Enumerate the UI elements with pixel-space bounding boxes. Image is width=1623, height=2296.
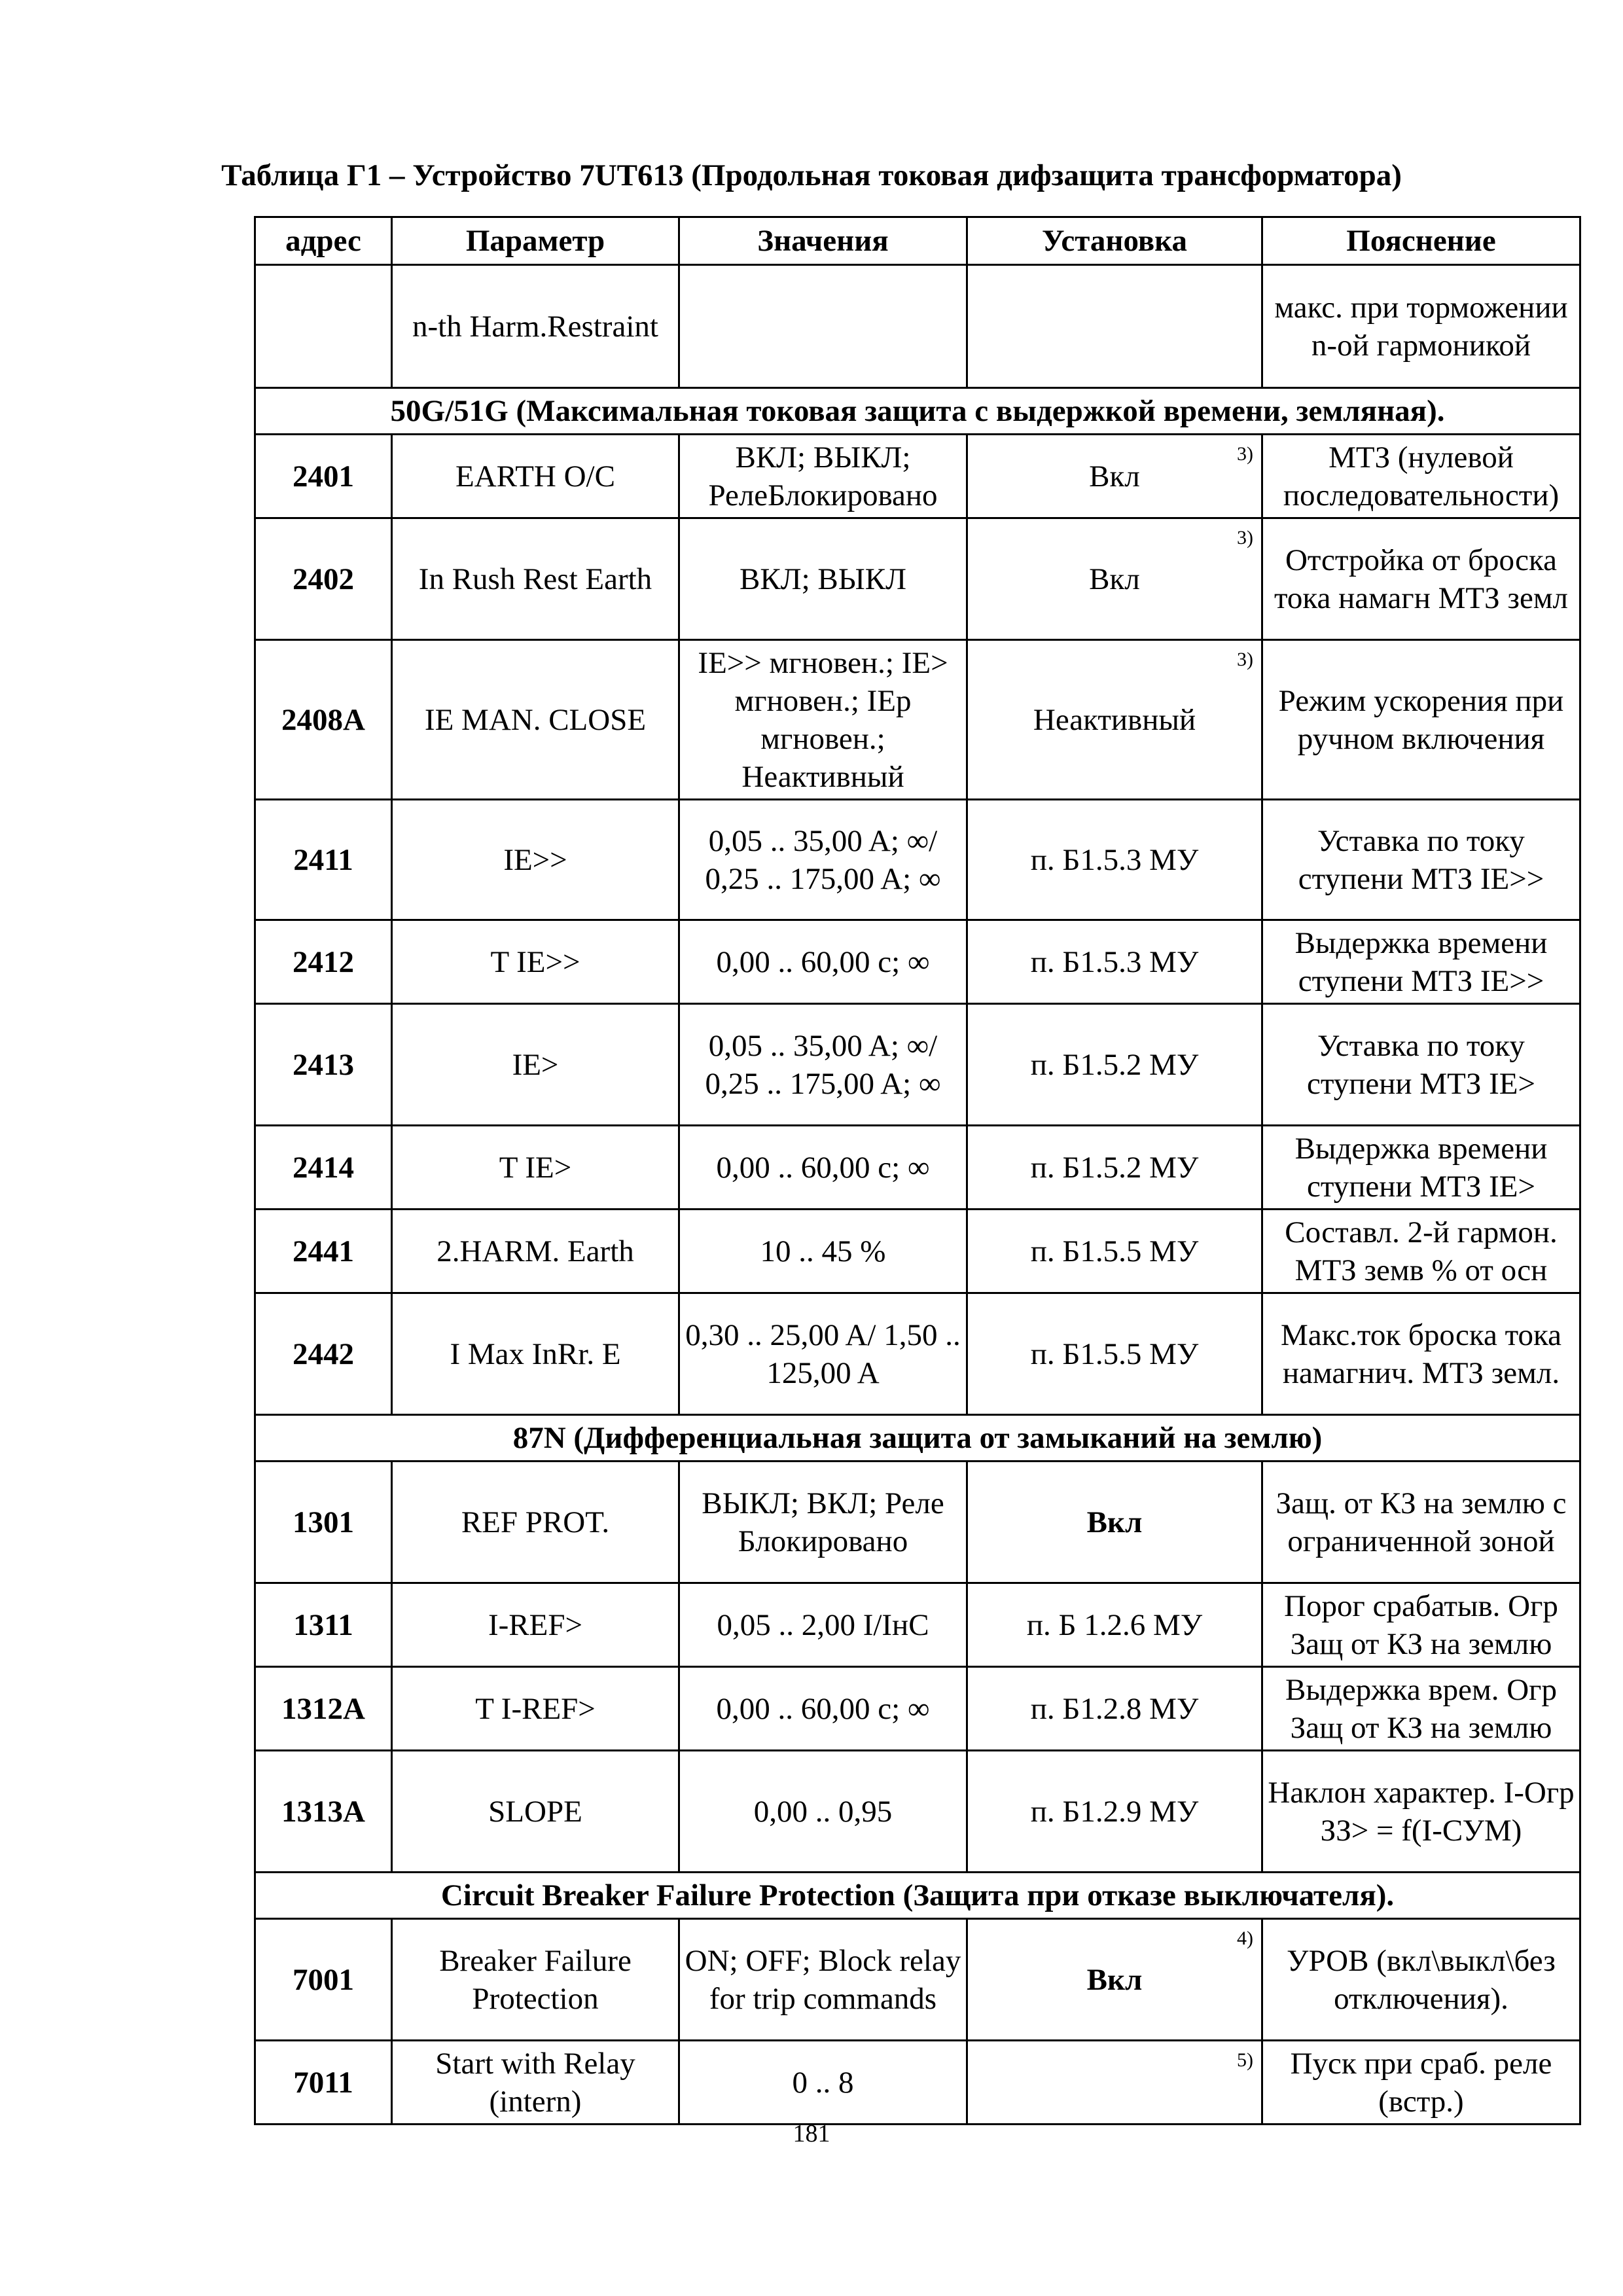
header-address: адрес bbox=[255, 217, 392, 265]
setting-cell bbox=[967, 435, 1262, 518]
explanation-cell: Уставка по току ступени МТЗ IE> bbox=[1262, 1004, 1580, 1126]
footnote-marker: 4) bbox=[1237, 1928, 1253, 1949]
values-cell: 0,05 .. 35,00 A; ∞/ 0,25 .. 175,00 A; ∞ bbox=[679, 1004, 967, 1126]
address-cell: 2442 bbox=[255, 1293, 392, 1415]
section-row bbox=[255, 388, 1580, 435]
table-row bbox=[255, 265, 1580, 388]
table-row bbox=[255, 800, 1580, 920]
setting-cell: п. Б1.5.2 МУ bbox=[967, 1004, 1262, 1126]
values-cell: ВКЛ; ВЫКЛ; РелеБлокировано bbox=[679, 435, 967, 518]
setting-cell: Вкл bbox=[967, 1462, 1262, 1583]
explanation-cell: МТЗ (нулевой последовательности) bbox=[1262, 435, 1580, 518]
section-row bbox=[255, 1415, 1580, 1462]
table-row bbox=[255, 640, 1580, 800]
parameter-cell: T I-REF> bbox=[392, 1667, 679, 1751]
footnote-marker: 5) bbox=[1237, 2049, 1253, 2071]
settings-table bbox=[254, 216, 1581, 2125]
header-values: Значения bbox=[679, 217, 967, 265]
setting-cell: п. Б1.2.9 МУ bbox=[967, 1751, 1262, 1873]
explanation-cell: Макс.ток броска тока намагнич. МТЗ земл. bbox=[1262, 1293, 1580, 1415]
values-cell: 0,30 .. 25,00 A/ 1,50 .. 125,00 A bbox=[679, 1293, 967, 1415]
table-header-row bbox=[255, 217, 1580, 265]
parameter-cell: I Max InRr. E bbox=[392, 1293, 679, 1415]
parameter-cell: n-th Harm.Restraint bbox=[392, 265, 679, 388]
address-cell: 2408A bbox=[255, 640, 392, 800]
footnote-marker: 3) bbox=[1237, 527, 1253, 548]
table-row bbox=[255, 1751, 1580, 1873]
address-cell: 7011 bbox=[255, 2041, 392, 2125]
section-row bbox=[255, 1873, 1580, 1919]
table-row bbox=[255, 1667, 1580, 1751]
table-row bbox=[255, 435, 1580, 518]
setting-cell: п. Б1.2.8 МУ bbox=[967, 1667, 1262, 1751]
explanation-cell: Выдержка времени ступени МТЗ IE> bbox=[1262, 1126, 1580, 1210]
parameter-cell: IE>> bbox=[392, 800, 679, 920]
header-setting: Установка bbox=[967, 217, 1262, 265]
parameter-cell: T IE> bbox=[392, 1126, 679, 1210]
values-cell: 0,00 .. 60,00 с; ∞ bbox=[679, 1667, 967, 1751]
explanation-cell: Пуск при сраб. реле (встр.) bbox=[1262, 2041, 1580, 2125]
setting-cell: п. Б1.5.5 МУ bbox=[967, 1210, 1262, 1293]
explanation-cell: УРОВ (вкл\выкл\без отключения). bbox=[1262, 1919, 1580, 2041]
table-row bbox=[255, 1004, 1580, 1126]
address-cell: 1312A bbox=[255, 1667, 392, 1751]
setting-cell bbox=[967, 518, 1262, 640]
parameter-cell: In Rush Rest Earth bbox=[392, 518, 679, 640]
values-cell: 0,00 .. 60,00 с; ∞ bbox=[679, 1126, 967, 1210]
values-cell bbox=[679, 265, 967, 388]
address-cell: 2414 bbox=[255, 1126, 392, 1210]
parameter-cell: I-REF> bbox=[392, 1583, 679, 1667]
setting-cell: п. Б1.5.3 МУ bbox=[967, 920, 1262, 1004]
setting-cell bbox=[967, 1919, 1262, 2041]
values-cell: 0,00 .. 60,00 с; ∞ bbox=[679, 920, 967, 1004]
explanation-cell: Уставка по току ступени МТЗ IE>> bbox=[1262, 800, 1580, 920]
setting-value: Вкл bbox=[1089, 459, 1140, 493]
explanation-cell: Составл. 2-й гармон. МТЗ земв % от осн bbox=[1262, 1210, 1580, 1293]
values-cell: ON; OFF; Block relay for trip commands bbox=[679, 1919, 967, 2041]
address-cell: 2441 bbox=[255, 1210, 392, 1293]
parameter-cell: REF PROT. bbox=[392, 1462, 679, 1583]
section-heading: Circuit Breaker Failure Protection (Защита при отказе выключателя). bbox=[255, 1873, 1580, 1919]
values-cell: ВКЛ; ВЫКЛ bbox=[679, 518, 967, 640]
address-cell: 2402 bbox=[255, 518, 392, 640]
address-cell: 2413 bbox=[255, 1004, 392, 1126]
table-row bbox=[255, 1462, 1580, 1583]
values-cell: 0,05 .. 35,00 A; ∞/ 0,25 .. 175,00 A; ∞ bbox=[679, 800, 967, 920]
setting-cell bbox=[967, 265, 1262, 388]
parameter-cell: IE MAN. CLOSE bbox=[392, 640, 679, 800]
footnote-marker: 3) bbox=[1237, 649, 1253, 670]
section-heading: 87N (Дифференциальная защита от замыканий на землю) bbox=[255, 1415, 1580, 1462]
explanation-cell: Наклон характер. I-Огр ЗЗ> = f(I-СУМ) bbox=[1262, 1751, 1580, 1873]
page-number: 181 bbox=[793, 2120, 830, 2147]
setting-cell bbox=[967, 2041, 1262, 2125]
values-cell: ВЫКЛ; ВКЛ; Реле Блокировано bbox=[679, 1462, 967, 1583]
setting-value: Вкл bbox=[1089, 562, 1140, 596]
explanation-cell: Режим ускорения при ручном включения bbox=[1262, 640, 1580, 800]
table-row bbox=[255, 1293, 1580, 1415]
setting-cell: п. Б1.5.3 МУ bbox=[967, 800, 1262, 920]
section-heading: 50G/51G (Максимальная токовая защита с выдержкой времени, земляная). bbox=[255, 388, 1580, 435]
explanation-cell: Порог срабатыв. Огр Защ от КЗ на землю bbox=[1262, 1583, 1580, 1667]
parameter-cell: T IE>> bbox=[392, 920, 679, 1004]
values-cell: 0,00 .. 0,95 bbox=[679, 1751, 967, 1873]
parameter-cell: EARTH O/C bbox=[392, 435, 679, 518]
setting-cell: п. Б 1.2.6 МУ bbox=[967, 1583, 1262, 1667]
explanation-cell: макс. при торможении n-ой гармоникой bbox=[1262, 265, 1580, 388]
parameter-cell: SLOPE bbox=[392, 1751, 679, 1873]
table-row bbox=[255, 2041, 1580, 2125]
table-caption: Таблица Г1 – Устройство 7UT613 (Продольная токовая дифзащита трансформатора) bbox=[221, 158, 1402, 192]
values-cell: 0 .. 8 bbox=[679, 2041, 967, 2125]
setting-value: Неактивный bbox=[1033, 702, 1196, 737]
setting-value: Вкл bbox=[1086, 1962, 1143, 1997]
address-cell: 2411 bbox=[255, 800, 392, 920]
parameter-cell: Start with Relay (intern) bbox=[392, 2041, 679, 2125]
header-explanation: Пояснение bbox=[1262, 217, 1580, 265]
setting-cell: п. Б1.5.2 МУ bbox=[967, 1126, 1262, 1210]
explanation-cell: Защ. от КЗ на землю с ограниченной зоной bbox=[1262, 1462, 1580, 1583]
values-cell: 10 .. 45 % bbox=[679, 1210, 967, 1293]
table-row bbox=[255, 1583, 1580, 1667]
table-row bbox=[255, 518, 1580, 640]
parameter-cell: IE> bbox=[392, 1004, 679, 1126]
address-cell bbox=[255, 265, 392, 388]
setting-cell: п. Б1.5.5 МУ bbox=[967, 1293, 1262, 1415]
setting-cell bbox=[967, 640, 1262, 800]
address-cell: 2401 bbox=[255, 435, 392, 518]
address-cell: 2412 bbox=[255, 920, 392, 1004]
address-cell: 7001 bbox=[255, 1919, 392, 2041]
table-row bbox=[255, 1126, 1580, 1210]
values-cell: 0,05 .. 2,00 I/IнС bbox=[679, 1583, 967, 1667]
table-row bbox=[255, 1919, 1580, 2041]
explanation-cell: Выдержка врем. Огр Защ от КЗ на землю bbox=[1262, 1667, 1580, 1751]
header-parameter: Параметр bbox=[392, 217, 679, 265]
parameter-cell: Breaker Failure Protection bbox=[392, 1919, 679, 2041]
address-cell: 1311 bbox=[255, 1583, 392, 1667]
address-cell: 1313A bbox=[255, 1751, 392, 1873]
explanation-cell: Выдержка времени ступени МТЗ IE>> bbox=[1262, 920, 1580, 1004]
address-cell: 1301 bbox=[255, 1462, 392, 1583]
explanation-cell: Отстройка от броска тока намагн МТЗ земл bbox=[1262, 518, 1580, 640]
parameter-cell: 2.HARM. Earth bbox=[392, 1210, 679, 1293]
values-cell: IE>> мгновен.; IE> мгновен.; IEp мгновен.; Неактивный bbox=[679, 640, 967, 800]
footnote-marker: 3) bbox=[1237, 443, 1253, 465]
table-row bbox=[255, 1210, 1580, 1293]
table-row bbox=[255, 920, 1580, 1004]
